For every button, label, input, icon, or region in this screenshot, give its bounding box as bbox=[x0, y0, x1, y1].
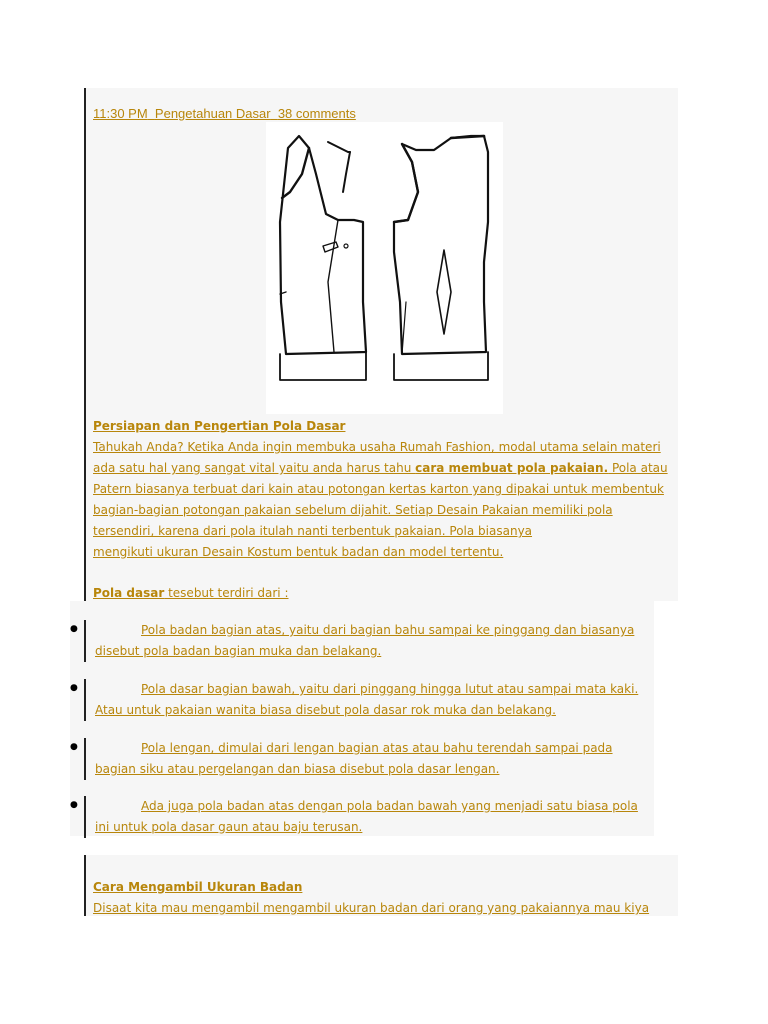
bullet-icon: ● bbox=[70, 624, 78, 634]
vest-pattern-figure bbox=[266, 122, 503, 414]
vest-pattern-icon bbox=[266, 122, 503, 414]
pola-dasar-intro[interactable]: Pola dasar tesebut terdiri dari : bbox=[93, 586, 289, 600]
section2-heading[interactable]: Cara Mengambil Ukuran Badan bbox=[93, 880, 303, 894]
post-category-link[interactable]: Pengetahuan Dasar bbox=[154, 106, 271, 121]
bold-phrase: cara membuat pola pakaian. bbox=[415, 461, 609, 475]
bullet-icon: ● bbox=[70, 742, 78, 752]
bullet-icon: ● bbox=[70, 800, 78, 810]
section2-paragraph[interactable]: Disaat kita mau mengambil mengambil ukuran badan dari orang yang pakaiannya mau kiya bbox=[93, 901, 650, 915]
list-item[interactable]: Ada juga pola badan atas dengan pola badan bawah yang menjadi satu biasa pola ini untuk pola dasar gaun atau baju terusan. bbox=[84, 796, 646, 838]
list-item[interactable]: Pola badan bagian atas, yaitu dari bagian bahu sampai ke pinggang dan biasanya disebut pola badan bagian muka dan belakang. bbox=[84, 620, 646, 662]
section1-paragraph: Tahukah Anda? Ketika Anda ingin membuka usaha Rumah Fashion, modal utama selain materi ada satu hal yang sangat vital yaitu anda harus tahu cara membuat pola pakaian. Pola atau Patern biasanya terbuat dari kain atau potongan kertas karton yang dipakai untuk membentuk bagian-bagian potongan pakaian sebelum dijahit. Setiap Desain Pakaian memiliki pola tersendiri, karena dari pola itulah nanti terbentuk pakaian. Pola biasanya mengikuti ukuran Desain Kostum bentuk badan dan model tertentu. bbox=[93, 440, 668, 559]
bullet-icon: ● bbox=[70, 683, 78, 693]
list-item[interactable]: Pola dasar bagian bawah, yaitu dari pinggang hingga lutut atau sampai mata kaki. Atau untuk pakaian wanita biasa disebut pola dasar rok muka dan belakang. bbox=[84, 679, 646, 721]
post-time-link[interactable]: 11:30 PM bbox=[93, 106, 148, 121]
list-item[interactable]: Pola lengan, dimulai dari lengan bagian atas atau bahu terendah sampai pada bagian siku atau pergelangan dan biasa disebut pola dasar lengan. bbox=[84, 738, 646, 780]
post-comments-link[interactable]: 38 comments bbox=[277, 106, 356, 121]
post-meta bbox=[93, 106, 356, 121]
section1-heading[interactable]: Persiapan dan Pengertian Pola Dasar bbox=[93, 419, 346, 433]
